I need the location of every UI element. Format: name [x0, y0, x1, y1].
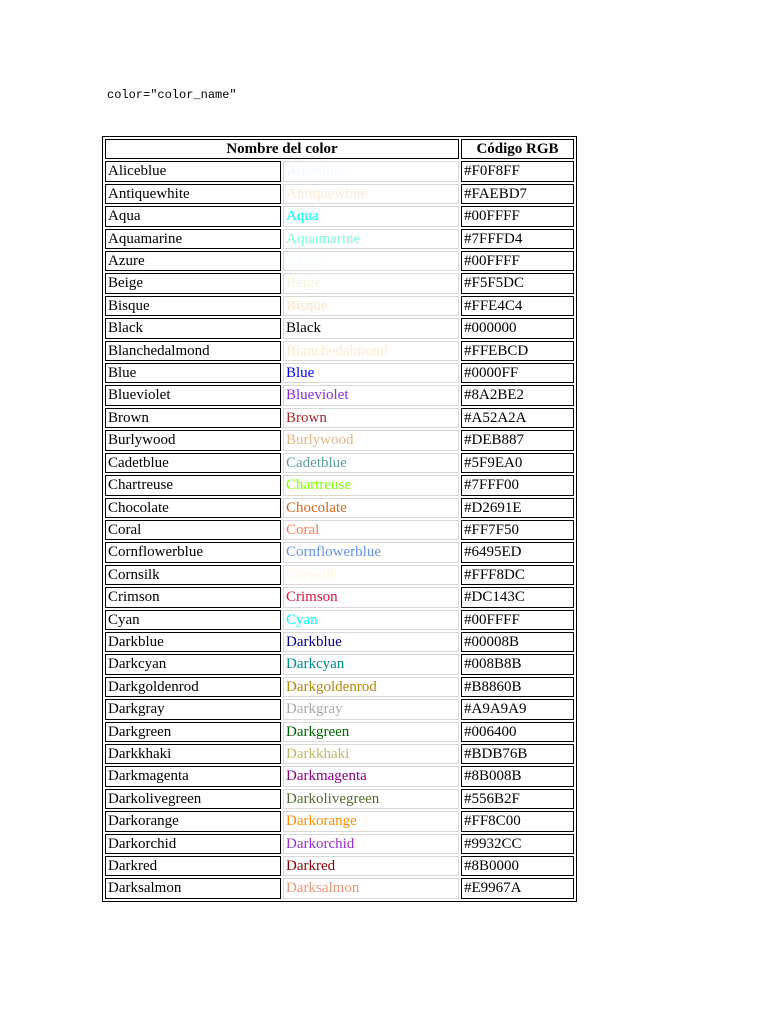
- table-row: [105, 498, 574, 518]
- color-name-cell: Crimson: [105, 587, 281, 607]
- table-row: [105, 789, 574, 809]
- rgb-code-cell: #A9A9A9: [461, 699, 574, 719]
- table-row: [105, 453, 574, 473]
- rgb-code-cell: #FF7F50: [461, 520, 574, 540]
- color-sample-cell: Chocolate: [283, 498, 459, 518]
- rgb-code-cell: #FAEBD7: [461, 184, 574, 204]
- rgb-code-cell: #9932CC: [461, 834, 574, 854]
- color-sample-cell: Blue: [283, 363, 459, 383]
- color-name-cell: Chocolate: [105, 498, 281, 518]
- color-sample-cell: Antiquewhite: [283, 184, 459, 204]
- table-row: [105, 296, 574, 316]
- table-row: [105, 161, 574, 181]
- rgb-code-cell: #FFF8DC: [461, 565, 574, 585]
- color-name-cell: Darkorchid: [105, 834, 281, 854]
- table-row: [105, 408, 574, 428]
- table-row: [105, 811, 574, 831]
- color-name-cell: Burlywood: [105, 430, 281, 450]
- color-name-cell: Antiquewhite: [105, 184, 281, 204]
- color-name-cell: Darkkhaki: [105, 744, 281, 764]
- color-name-cell: Darkgreen: [105, 722, 281, 742]
- color-name-cell: Coral: [105, 520, 281, 540]
- color-sample-cell: Cyan: [283, 610, 459, 630]
- rgb-code-cell: #00008B: [461, 632, 574, 652]
- color-name-cell: Cornflowerblue: [105, 542, 281, 562]
- color-table: [102, 136, 577, 902]
- table-row: [105, 722, 574, 742]
- color-name-cell: Blueviolet: [105, 385, 281, 405]
- table-row: [105, 475, 574, 495]
- rgb-code-cell: #BDB76B: [461, 744, 574, 764]
- color-sample-cell: Darkolivegreen: [283, 789, 459, 809]
- table-row: [105, 229, 574, 249]
- color-sample-cell: Beige: [283, 273, 459, 293]
- color-name-cell: Aliceblue: [105, 161, 281, 181]
- color-sample-cell: Aliceblue: [283, 161, 459, 181]
- color-name-cell: Brown: [105, 408, 281, 428]
- color-name-cell: Darkred: [105, 856, 281, 876]
- color-sample-cell: Darkorange: [283, 811, 459, 831]
- rgb-code-cell: #00FFFF: [461, 610, 574, 630]
- color-name-cell: Darkcyan: [105, 654, 281, 674]
- header-color-name: Nombre del color: [105, 139, 459, 159]
- color-name-cell: Blanchedalmond: [105, 341, 281, 361]
- rgb-code-cell: #00FFFF: [461, 251, 574, 271]
- color-sample-cell: Darkkhaki: [283, 744, 459, 764]
- table-row: [105, 856, 574, 876]
- table-row: [105, 273, 574, 293]
- color-sample-cell: Darkgreen: [283, 722, 459, 742]
- table-row: [105, 184, 574, 204]
- table-row: [105, 206, 574, 226]
- color-sample-cell: Blanchedalmond: [283, 341, 459, 361]
- color-sample-cell: Darkorchid: [283, 834, 459, 854]
- table-row: [105, 632, 574, 652]
- color-sample-cell: Darkmagenta: [283, 766, 459, 786]
- color-sample-cell: Crimson: [283, 587, 459, 607]
- color-sample-cell: Cornflowerblue: [283, 542, 459, 562]
- color-sample-cell: Chartreuse: [283, 475, 459, 495]
- color-name-cell: Darkolivegreen: [105, 789, 281, 809]
- color-name-cell: Beige: [105, 273, 281, 293]
- rgb-code-cell: #006400: [461, 722, 574, 742]
- table-row: [105, 363, 574, 383]
- color-name-cell: Darksalmon: [105, 878, 281, 898]
- color-sample-cell: Cornsilk: [283, 565, 459, 585]
- rgb-code-cell: #0000FF: [461, 363, 574, 383]
- color-sample-cell: Brown: [283, 408, 459, 428]
- table-row: [105, 677, 574, 697]
- color-sample-cell: Darkblue: [283, 632, 459, 652]
- table-row: [105, 878, 574, 898]
- rgb-code-cell: #FFEBCD: [461, 341, 574, 361]
- color-name-cell: Darkorange: [105, 811, 281, 831]
- rgb-code-cell: #6495ED: [461, 542, 574, 562]
- color-sample-cell: Black: [283, 318, 459, 338]
- table-row: [105, 251, 574, 271]
- rgb-code-cell: #556B2F: [461, 789, 574, 809]
- table-header-row: [105, 139, 574, 159]
- table-row: [105, 834, 574, 854]
- color-sample-cell: Coral: [283, 520, 459, 540]
- color-name-cell: Cyan: [105, 610, 281, 630]
- rgb-code-cell: #7FFF00: [461, 475, 574, 495]
- color-sample-cell: Darkred: [283, 856, 459, 876]
- color-name-cell: Aquamarine: [105, 229, 281, 249]
- table-body: [105, 161, 574, 898]
- color-sample-cell: Darkcyan: [283, 654, 459, 674]
- color-sample-cell: Aqua: [283, 206, 459, 226]
- color-name-cell: Blue: [105, 363, 281, 383]
- color-sample-cell: Burlywood: [283, 430, 459, 450]
- color-sample-cell: Cadetblue: [283, 453, 459, 473]
- color-name-cell: Darkgoldenrod: [105, 677, 281, 697]
- rgb-code-cell: #FF8C00: [461, 811, 574, 831]
- table-row: [105, 610, 574, 630]
- rgb-code-cell: #DC143C: [461, 587, 574, 607]
- table-row: [105, 587, 574, 607]
- table-row: [105, 744, 574, 764]
- rgb-code-cell: #000000: [461, 318, 574, 338]
- color-name-cell: Black: [105, 318, 281, 338]
- color-name-cell: Azure: [105, 251, 281, 271]
- rgb-code-cell: #F0F8FF: [461, 161, 574, 181]
- rgb-code-cell: #5F9EA0: [461, 453, 574, 473]
- rgb-code-cell: #A52A2A: [461, 408, 574, 428]
- color-sample-cell: Darkgoldenrod: [283, 677, 459, 697]
- header-rgb-code: Código RGB: [461, 139, 574, 159]
- color-sample-cell: Azure: [283, 251, 459, 271]
- rgb-code-cell: #FFE4C4: [461, 296, 574, 316]
- rgb-code-cell: #F5F5DC: [461, 273, 574, 293]
- table-row: [105, 430, 574, 450]
- rgb-code-cell: #8B008B: [461, 766, 574, 786]
- table-row: [105, 318, 574, 338]
- table-row: [105, 341, 574, 361]
- code-snippet: color="color_name": [107, 88, 237, 102]
- color-name-cell: Cadetblue: [105, 453, 281, 473]
- rgb-code-cell: #8A2BE2: [461, 385, 574, 405]
- rgb-code-cell: #008B8B: [461, 654, 574, 674]
- table-row: [105, 654, 574, 674]
- rgb-code-cell: #7FFFD4: [461, 229, 574, 249]
- color-name-cell: Chartreuse: [105, 475, 281, 495]
- color-name-cell: Aqua: [105, 206, 281, 226]
- color-name-cell: Darkmagenta: [105, 766, 281, 786]
- rgb-code-cell: #B8860B: [461, 677, 574, 697]
- table-row: [105, 699, 574, 719]
- rgb-code-cell: #DEB887: [461, 430, 574, 450]
- rgb-code-cell: #00FFFF: [461, 206, 574, 226]
- color-sample-cell: Blueviolet: [283, 385, 459, 405]
- rgb-code-cell: #8B0000: [461, 856, 574, 876]
- color-sample-cell: Darksalmon: [283, 878, 459, 898]
- table-row: [105, 766, 574, 786]
- rgb-code-cell: #D2691E: [461, 498, 574, 518]
- color-name-cell: Bisque: [105, 296, 281, 316]
- color-name-cell: Darkblue: [105, 632, 281, 652]
- color-name-cell: Cornsilk: [105, 565, 281, 585]
- color-sample-cell: Darkgray: [283, 699, 459, 719]
- table-row: [105, 565, 574, 585]
- rgb-code-cell: #E9967A: [461, 878, 574, 898]
- table-row: [105, 385, 574, 405]
- color-sample-cell: Aquamarine: [283, 229, 459, 249]
- color-name-cell: Darkgray: [105, 699, 281, 719]
- color-sample-cell: Bisque: [283, 296, 459, 316]
- table-row: [105, 520, 574, 540]
- table-row: [105, 542, 574, 562]
